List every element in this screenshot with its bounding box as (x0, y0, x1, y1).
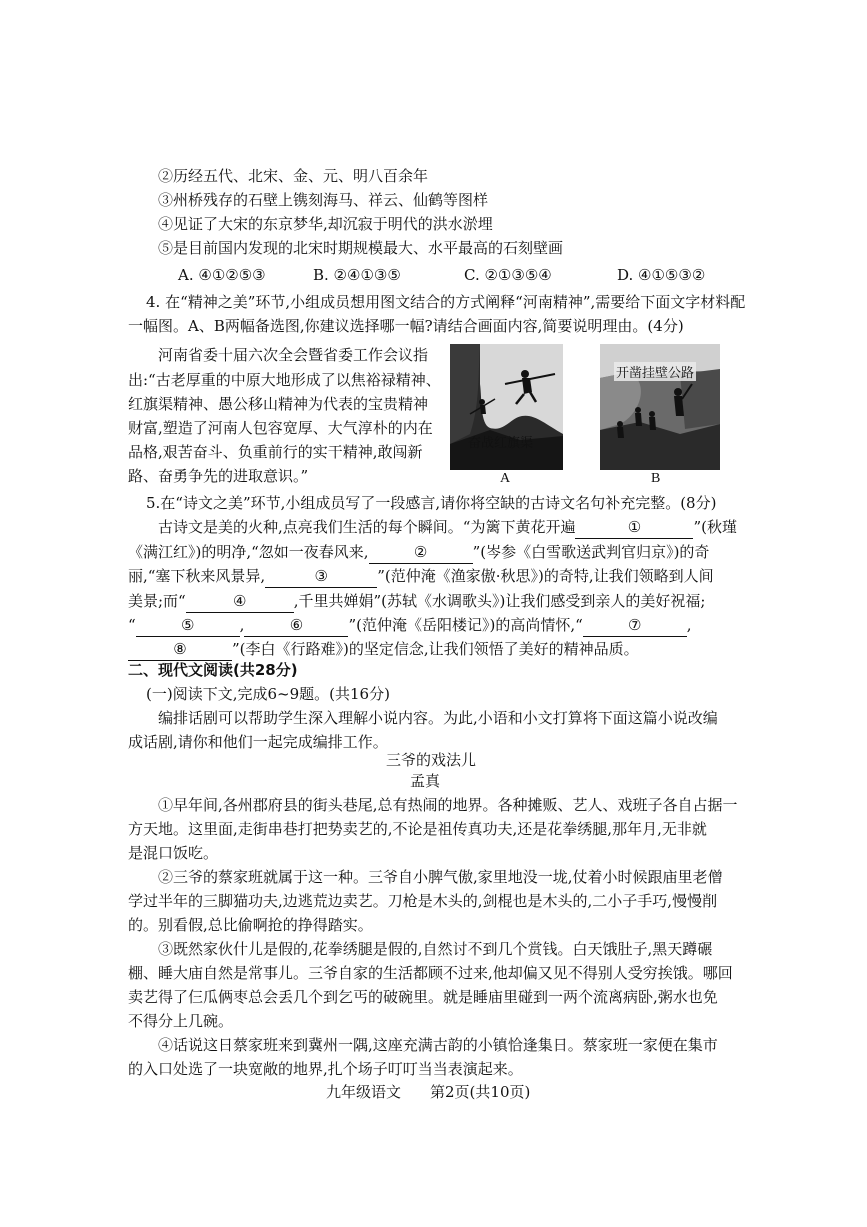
q3-choice-b: B. ②④①③⑤ (313, 266, 401, 284)
q5-blank-3[interactable]: ③ (265, 565, 377, 588)
image-a-photo (450, 344, 563, 470)
q4-material-2: 出:“古老厚重的中原大地形成了以焦裕禄精神、 (128, 371, 441, 389)
section-intro-1: 编排话剧可以帮助学生深入理解小说内容。为此,小语和小文打算将下面这篇小说改编 (158, 709, 718, 727)
q3-choice-d: D. ④①⑤③② (617, 266, 706, 284)
q4-material-5: 品格,艰苦奋斗、负重前行的实干精神,敢闯新 (128, 443, 423, 461)
q5-line-6 (128, 638, 639, 661)
story-p2-line-2: 学过半年的三脚猫功夫,边逃荒边卖艺。刀枪是木头的,剑棍也是木头的,二小子手巧,慢慢削 (128, 892, 718, 910)
image-b-photo (600, 344, 720, 470)
story-p3-line-2: 棚、睡大庙自然是常事儿。三爷自家的生活都顾不过来,他却偏又见不得别人受穷挨饿。哪回 (128, 964, 733, 982)
image-a-illustration (450, 344, 563, 470)
q5-text: “ (128, 616, 136, 634)
story-p1-line-1: ①早年间,各州郡府县的街头巷尾,总有热闹的地界。各种摊贩、艺人、戏班子各自占据一 (158, 796, 738, 814)
q3-option-4: ④见证了大宋的东京梦华,却沉寂于明代的洪水淤埋 (158, 215, 493, 233)
q3-option-2: ②历经五代、北宋、金、元、明八百余年 (158, 167, 429, 185)
q3-option-3: ③州桥残存的石壁上镌刻海马、祥云、仙鹤等图样 (158, 191, 489, 209)
q3-choice-a: A. ④①②⑤③ (178, 266, 266, 284)
q4-material-6: 路、奋勇争先的进取意识。” (128, 467, 309, 485)
story-p1-line-2: 方天地。这里面,走街串巷打把势卖艺的,不论是祖传真功夫,还是花拳绣腿,那年月,无非就 (128, 820, 707, 838)
q5-blank-6[interactable]: ⑥ (244, 614, 348, 637)
q5-line-1 (158, 516, 737, 539)
story-p2-line-3: 的。别看假,总比偷啊抢的挣得踏实。 (128, 916, 373, 934)
image-b-caption: 开凿挂壁公路 (614, 362, 696, 381)
section-intro-2: 成话剧,请你和他们一起完成编排工作。 (128, 733, 388, 751)
q5-blank-7[interactable]: ⑦ (583, 614, 687, 637)
story-p3-line-3: 卖艺得了仨瓜俩枣总会丢几个到乞丐的破碗里。就是睡庙里碰到一两个流离病卧,粥水也免 (128, 988, 718, 1006)
story-p4-line-1: ④话说这日蔡家班来到冀州一隅,这座充满古韵的小镇恰逢集日。蔡家班一家便在集市 (158, 1036, 718, 1054)
q5-blank-2[interactable]: ② (369, 541, 473, 564)
q4-material-4: 财富,塑造了河南人包容宽厚、大气淳朴的内在 (128, 419, 433, 437)
q5-text: 古诗文是美的火种,点亮我们生活的每个瞬间。“为篱下黄花开遍 (158, 518, 576, 536)
q5-text: ”(范仲淹《岳阳楼记》)的高尚情怀,“ (348, 616, 583, 634)
q5-text: 美景;而“ (128, 592, 186, 610)
q4-line-1: 4. 在“精神之美”环节,小组成员想用图文结合的方式阐释“河南精神”,需要给下面文字材料配 (146, 293, 746, 311)
image-a-caption: 奋战红旗渠 (468, 436, 534, 451)
q5-text: ”(岑参《白雪歌送武判官归京》)的奇 (472, 543, 710, 561)
q3-option-5: ⑤是目前国内发现的北宋时期规模最大、水平最高的石刻壁画 (158, 239, 564, 257)
q5-blank-1[interactable]: ① (575, 516, 693, 539)
q4-line-2: 一幅图。A、B两幅备选图,你建议选择哪一幅?请结合画面内容,简要说明理由。(4分) (128, 317, 684, 335)
story-author: 孟真 (410, 772, 441, 790)
q5-line-5 (128, 614, 692, 637)
q5-text: ,千里共婵娟”(苏轼《水调歌头》)让我们感受到亲人的美好祝福; (293, 592, 706, 610)
footer-grade: 九年级语文 (326, 1083, 402, 1101)
footer-page-number: 第2页(共10页) (430, 1083, 531, 1101)
story-title: 三爷的戏法儿 (386, 751, 477, 769)
q5-blank-4[interactable]: ④ (186, 590, 294, 613)
q5-blank-5[interactable]: ⑤ (136, 614, 240, 637)
q5-text: ”(秋瑾 (693, 518, 737, 536)
image-a-label: A (500, 471, 511, 486)
q5-blank-8[interactable]: ⑧ (128, 638, 232, 661)
story-p1-line-3: 是混口饭吃。 (128, 844, 219, 862)
q5-title: 5.在“诗文之美”环节,小组成员写了一段感言,请你将空缺的古诗文名句补充完整。(8分) (146, 494, 717, 512)
story-p3-line-1: ③既然家伙什儿是假的,花拳绣腿是假的,自然讨不到几个赏钱。白天饿肚子,黑天蹲碾 (158, 940, 713, 958)
section-subheading: (一)阅读下文,完成6~9题。(共16分) (146, 685, 390, 703)
q3-choice-c: C. ②①③⑤④ (464, 266, 552, 284)
q5-text: ”(范仲淹《渔家傲·秋思》)的奇特,让我们领略到人间 (377, 567, 714, 585)
q5-text: , (239, 616, 245, 634)
story-p2-line-1: ②三爷的蔡家班就属于这一种。三爷自小脾气傲,家里地没一垅,仗着小时候跟庙里老僧 (158, 868, 723, 886)
q5-text: 丽,“塞下秋来风景异, (128, 567, 266, 585)
q5-text: ”(李白《行路难》)的坚定信念,让我们领悟了美好的精神品质。 (232, 640, 639, 658)
story-p4-line-2: 的入口处选了一块宽敞的地界,扎个场子叮叮当当表演起来。 (128, 1060, 523, 1078)
section-heading: 二、现代文阅读(共28分) (128, 661, 298, 679)
q5-text: , (686, 616, 692, 634)
q4-material-1: 河南省委十届六次全会暨省委工作会议指 (158, 346, 429, 364)
q5-line-2 (128, 541, 709, 564)
story-p3-line-4: 不得分上几碗。 (128, 1012, 234, 1030)
q5-line-3 (128, 565, 714, 588)
q5-text: 《满江红》)的明净,“忽如一夜春风来, (128, 543, 369, 561)
image-b-label: B (651, 471, 661, 486)
q5-line-4 (128, 590, 705, 613)
q4-material-3: 红旗渠精神、愚公移山精神为代表的宝贵精神 (128, 395, 429, 413)
